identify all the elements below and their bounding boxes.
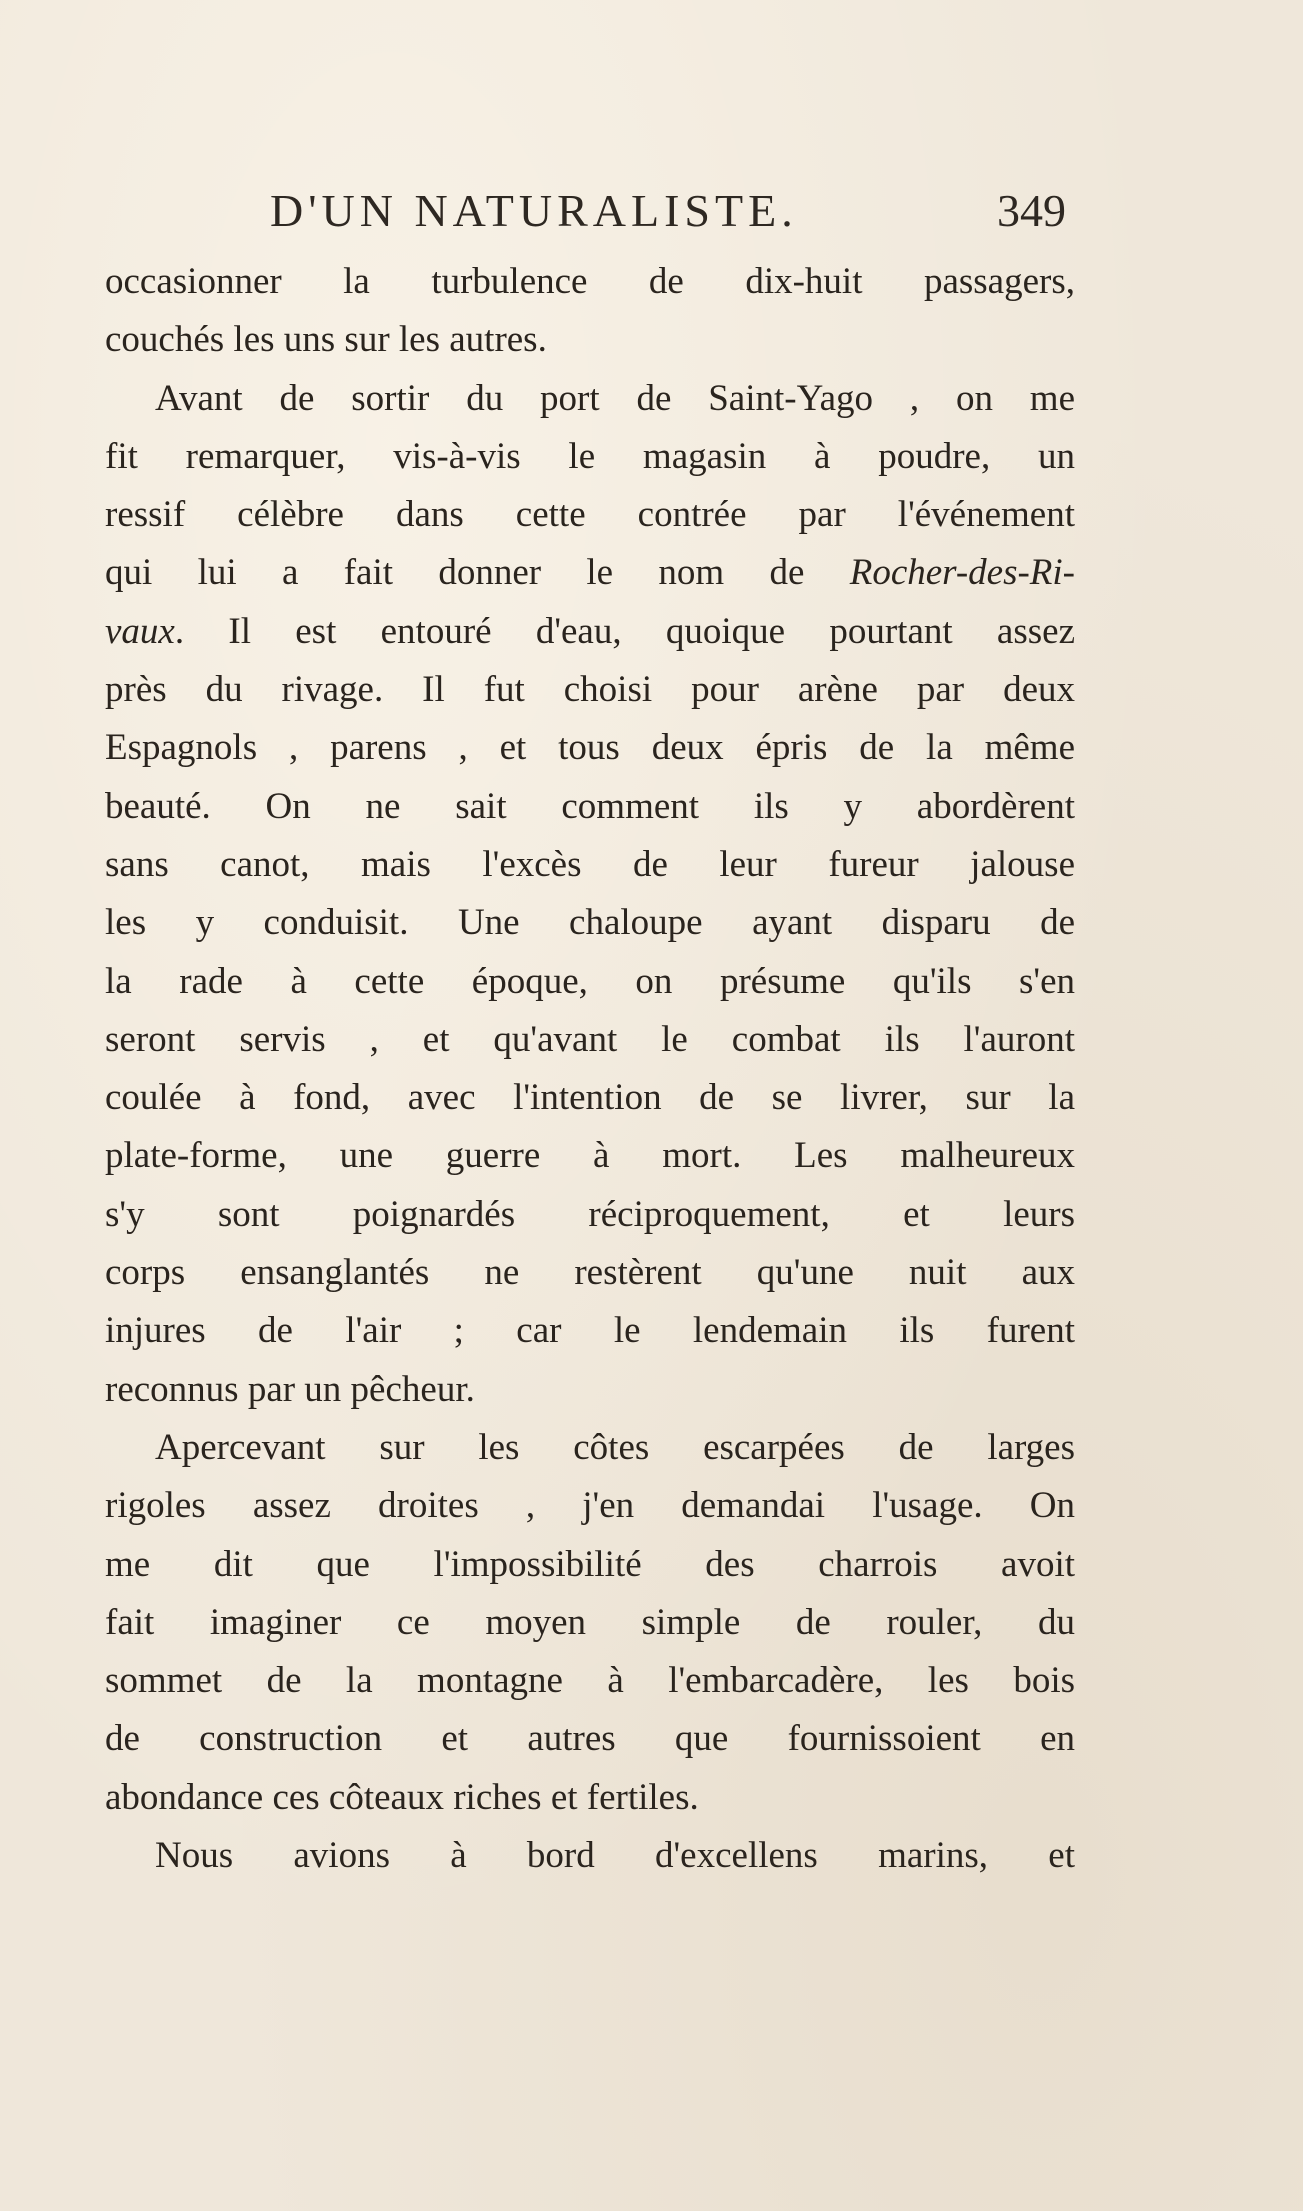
text-line: près du rivage. Il fut choisi pour arène par deux: [105, 669, 1075, 711]
text-line-roman: qui lui a fait donner le nom de: [105, 552, 850, 594]
page-number: 349: [997, 185, 1066, 236]
text-line: reconnus par un pêcheur.: [105, 1368, 475, 1410]
text-line: s'y sont poignardés réciproquement, et leurs: [105, 1193, 1075, 1235]
text-line: sans canot, mais l'excès de leur fureur jalouse: [105, 843, 1075, 885]
text-line: beauté. On ne sait comment ils y abordèrent: [105, 785, 1075, 827]
text-line-roman: . Il est entouré d'eau, quoique pourtant assez: [174, 610, 1075, 652]
place-name-italic: Rocher-des-Ri-: [849, 552, 1075, 594]
text-line: rigoles assez droites , j'en demandai l'usage. On: [105, 1485, 1075, 1527]
text-line: fait imaginer ce moyen simple de rouler, du: [105, 1601, 1075, 1643]
text-line: coulée à fond, avec l'intention de se livrer, sur la: [105, 1077, 1075, 1119]
place-name-italic: vaux: [105, 610, 175, 652]
text-line: les y conduisit. Une chaloupe ayant disparu de: [105, 902, 1075, 944]
text-line: [105, 603, 1075, 661]
text-line: fit remarquer, vis-à-vis le magasin à poudre, un: [105, 435, 1075, 477]
text-line: occasionner la turbulence de dix-huit passagers,: [105, 261, 1075, 302]
text-line: de construction et autres que fournissoient en: [105, 1718, 1075, 1760]
text-line: plate-forme, une guerre à mort. Les malheureux: [105, 1135, 1075, 1177]
text-line: corps ensanglantés ne restèrent qu'une nuit aux: [105, 1252, 1075, 1294]
text-line: la rade à cette époque, on présume qu'ils s'en: [105, 960, 1075, 1002]
text-line: abondance ces côteaux riches et fertiles.: [105, 1776, 699, 1818]
text-line: me dit que l'impossibilité des charrois avoit: [105, 1543, 1075, 1585]
text-line: Espagnols , parens , et tous deux épris de la même: [105, 727, 1075, 769]
text-line: couchés les uns sur les autres.: [105, 319, 547, 361]
running-head: [270, 184, 1070, 244]
text-line: [105, 544, 1075, 602]
text-line: Apercevant sur les côtes escarpées de larges: [155, 1426, 1075, 1468]
body-text: [105, 253, 1075, 1885]
text-line: injures de l'air ; car le lendemain ils furent: [105, 1310, 1075, 1352]
text-line: seront servis , et qu'avant le combat ils l'auront: [105, 1018, 1075, 1060]
text-line: Nous avions à bord d'excellens marins, et: [155, 1835, 1075, 1877]
running-title: D'UN NATURALISTE.: [270, 185, 798, 236]
text-line: sommet de la montagne à l'embarcadère, les bois: [105, 1660, 1075, 1702]
text-line: Avant de sortir du port de Saint-Yago , on me: [155, 377, 1075, 419]
text-line: ressif célèbre dans cette contrée par l'événement: [105, 494, 1075, 536]
